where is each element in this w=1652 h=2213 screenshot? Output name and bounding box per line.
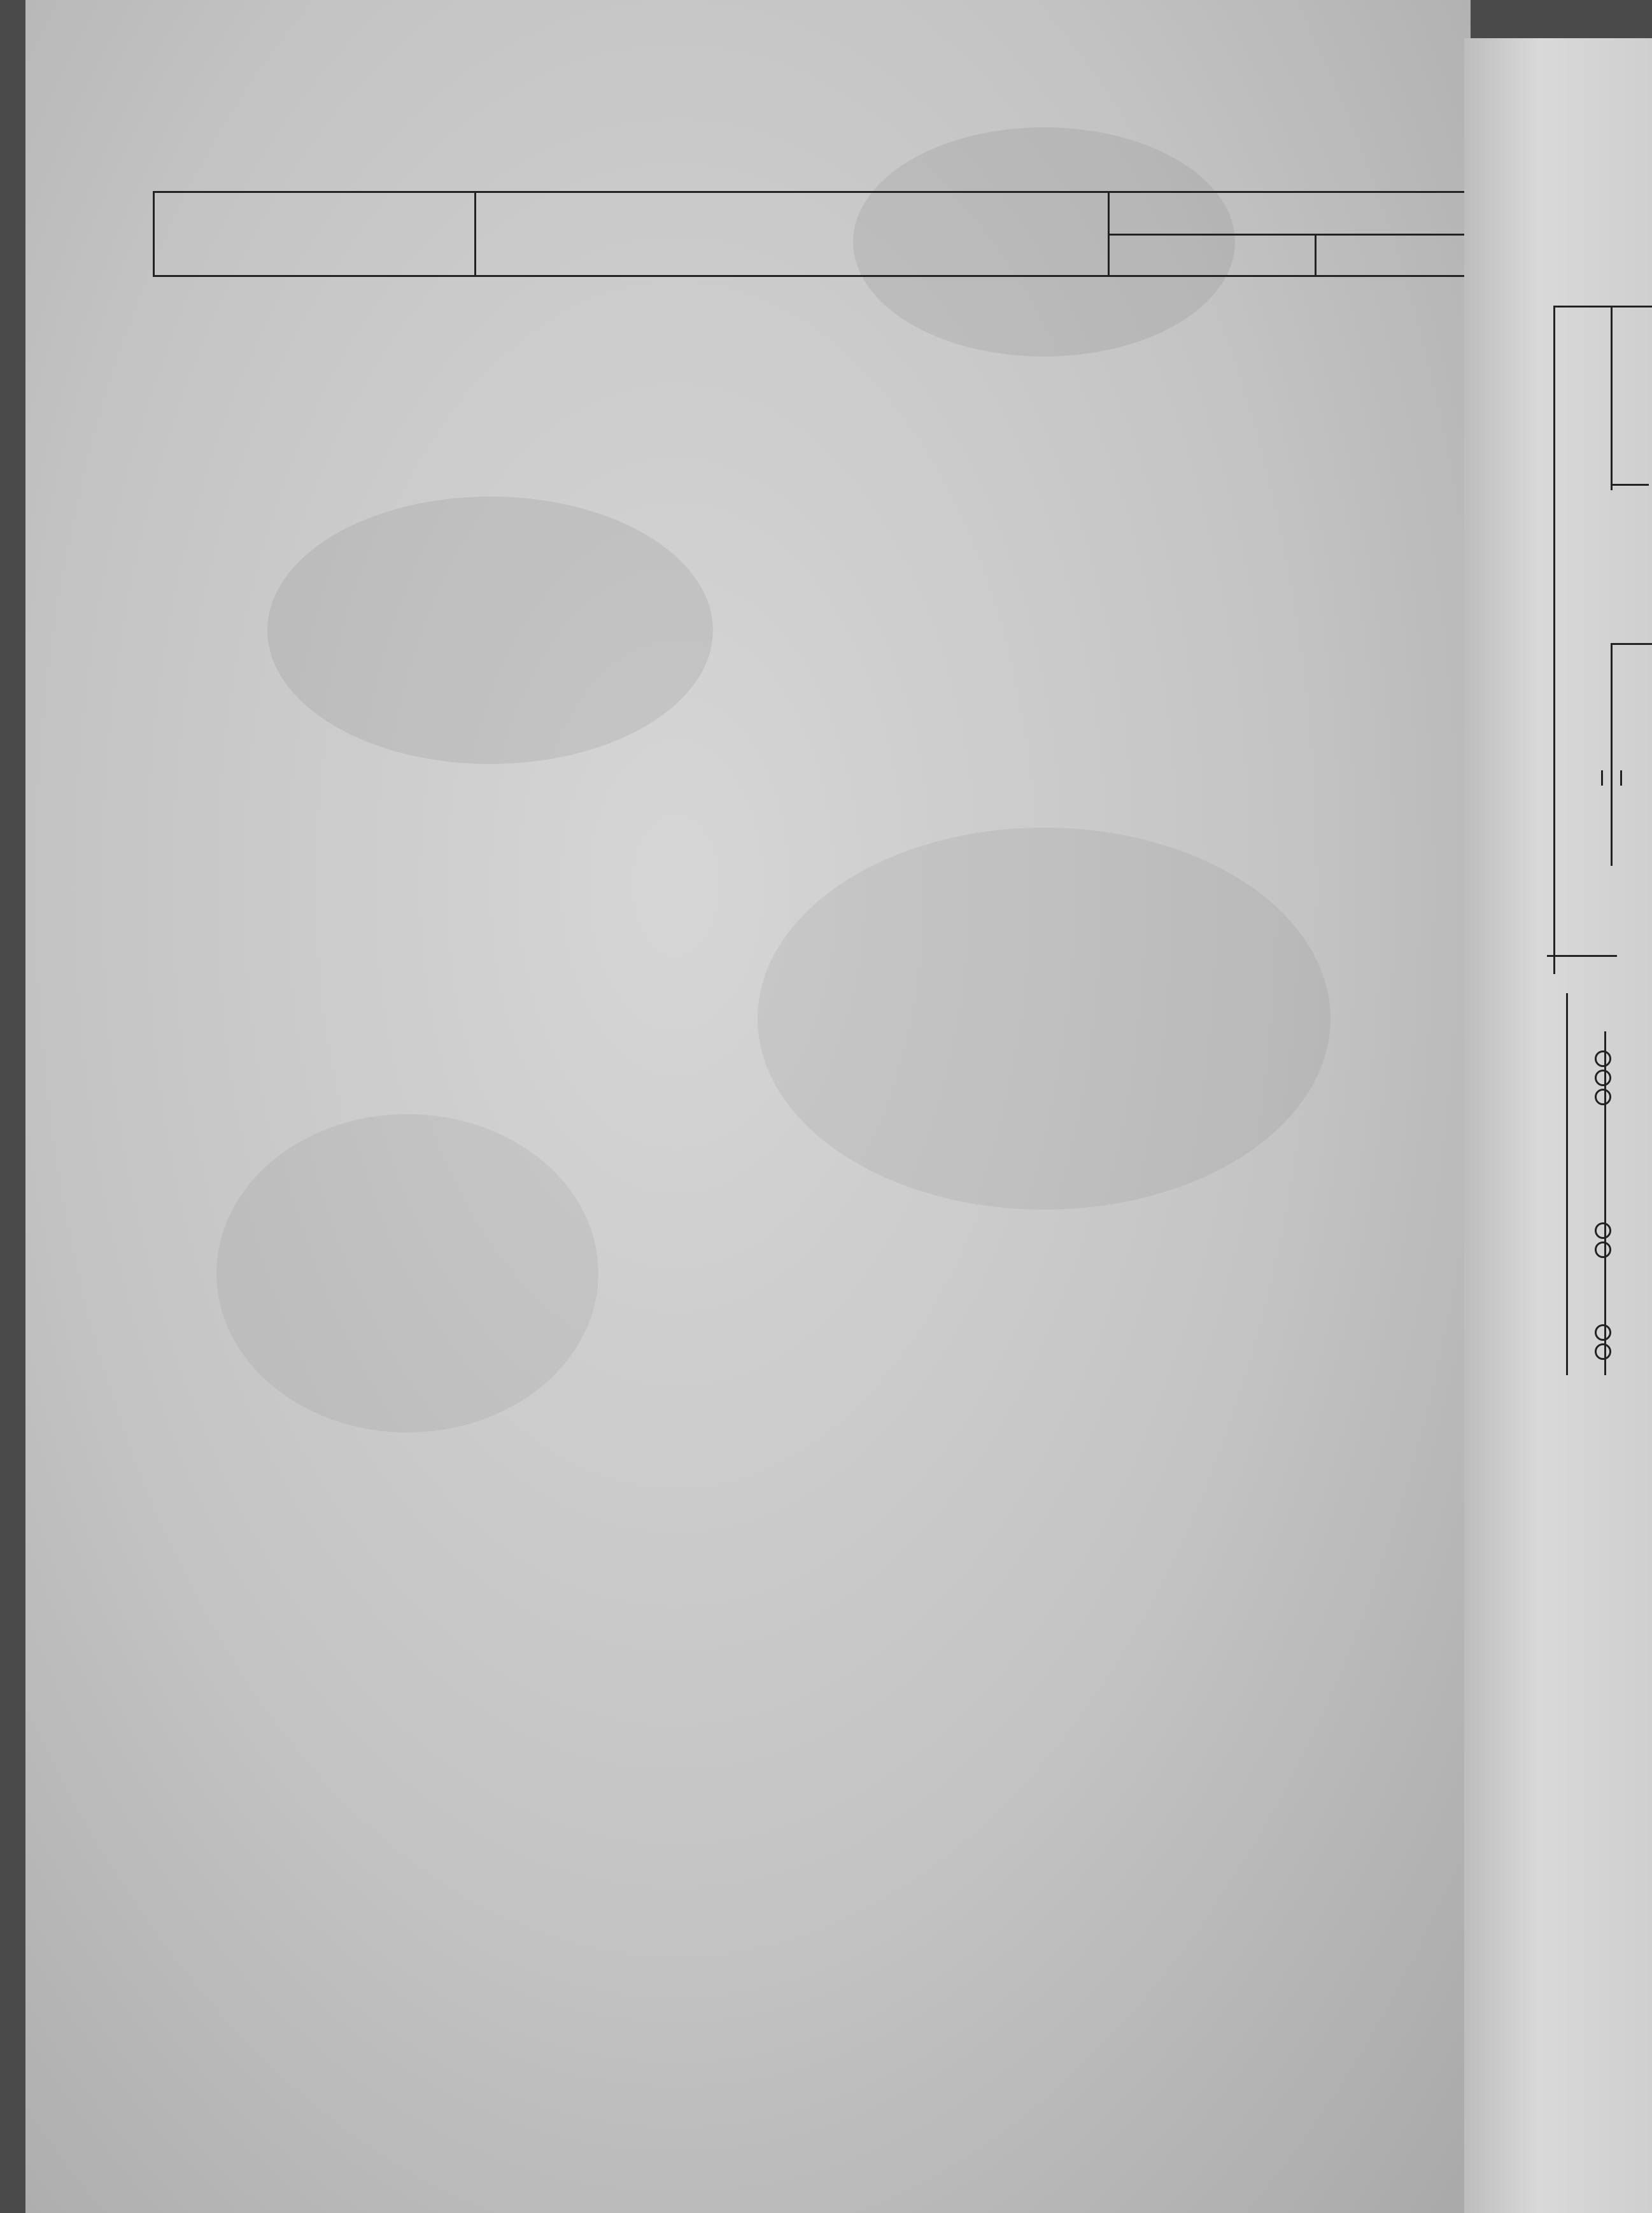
connections-table — [153, 191, 1471, 277]
header-color — [1109, 235, 1316, 276]
header-wire-number — [154, 192, 476, 276]
header-wire-data — [1109, 192, 1471, 235]
schematic-fold — [1464, 38, 1652, 2213]
header-devices — [476, 192, 1109, 276]
header-section — [1316, 235, 1471, 276]
document-page — [25, 0, 1471, 2213]
